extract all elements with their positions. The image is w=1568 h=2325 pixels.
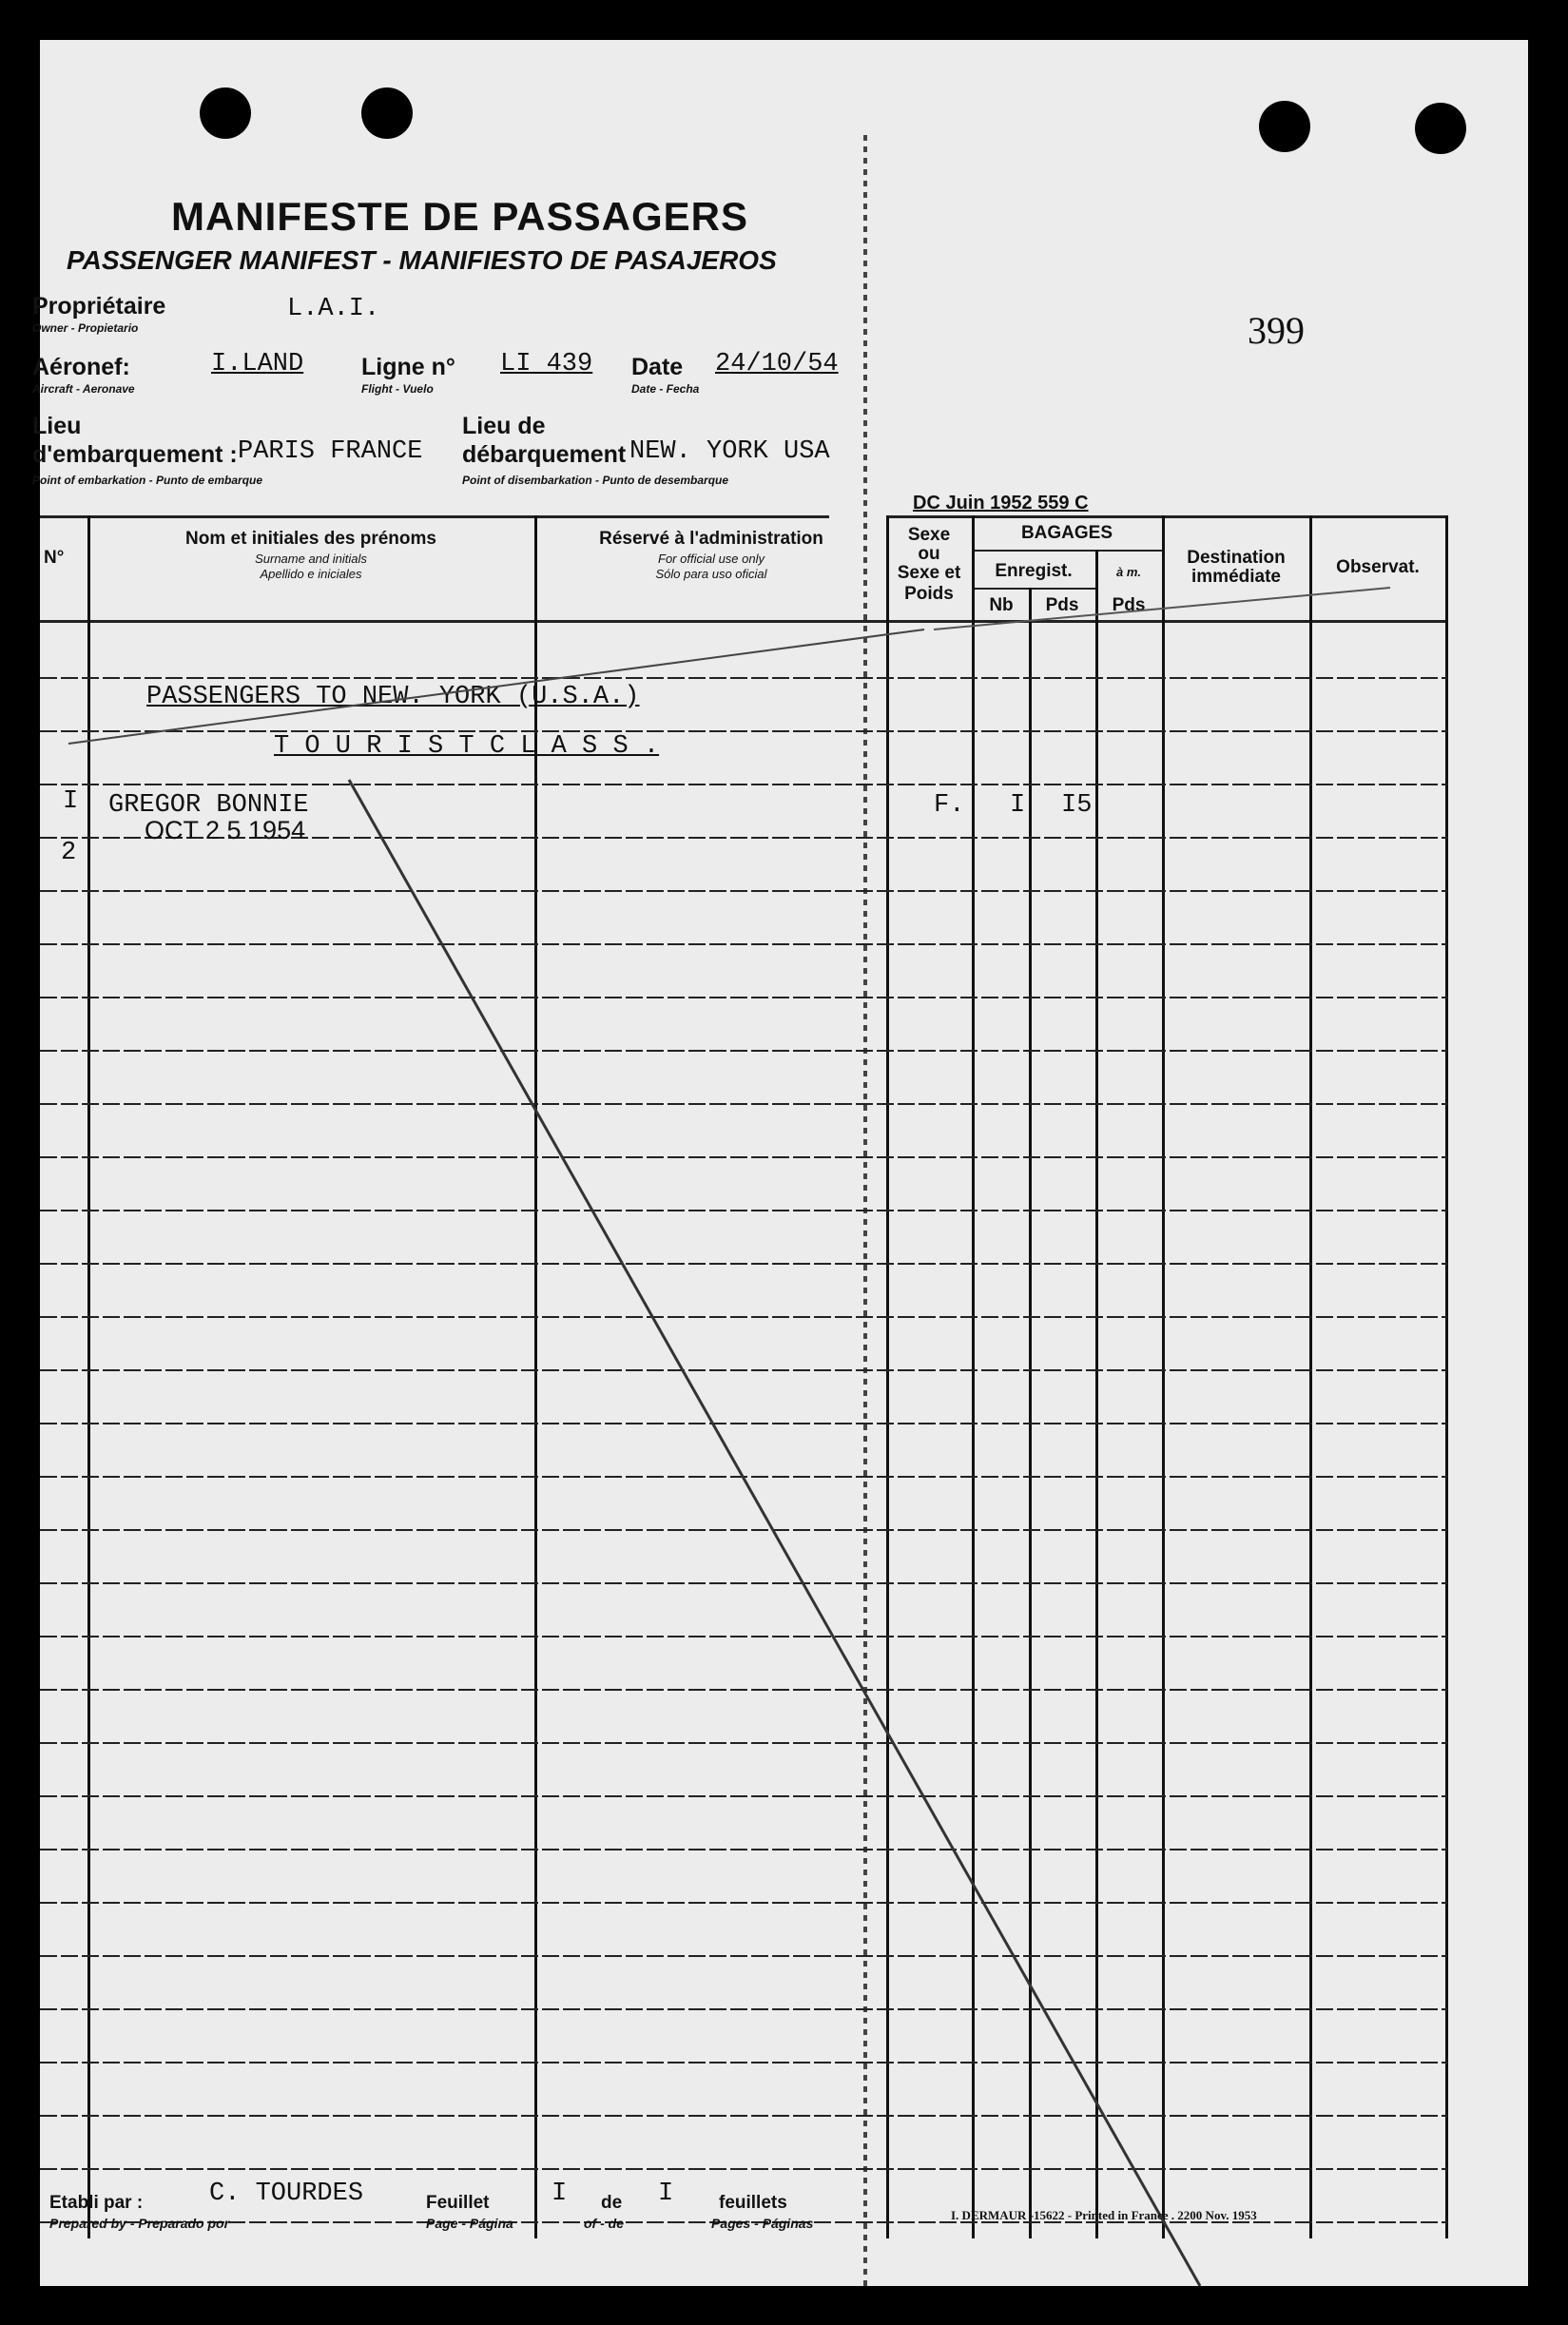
col-mains: à m. bbox=[1115, 565, 1141, 579]
form-code: DC Juin 1952 559 C bbox=[913, 493, 1089, 513]
aircraft-value: I.LAND bbox=[211, 350, 304, 378]
of-sub: of - de bbox=[584, 2216, 624, 2231]
col-nb: Nb bbox=[989, 595, 1014, 615]
embark-sub: Point of embarkation - Punto de embarque bbox=[32, 474, 263, 487]
col-admin-sub2: Sólo para uso oficial bbox=[655, 567, 767, 581]
destination-heading: PASSENGERS TO NEW. YORK (U.S.A.) bbox=[146, 683, 640, 711]
page-number: 399 bbox=[1248, 309, 1305, 352]
col-dest-2: immédiate bbox=[1191, 567, 1281, 587]
row-1-pds: I5 bbox=[1061, 791, 1093, 820]
col-name-sub2: Apellido e iniciales bbox=[260, 567, 362, 581]
row-2-no: 2 bbox=[61, 839, 77, 867]
col-name-header: Nom et initiales des prénoms bbox=[185, 529, 436, 549]
embark-label-1: Lieu bbox=[32, 413, 82, 439]
owner-sub: Owner - Propietario bbox=[32, 321, 139, 335]
aircraft-sub: Aircraft - Aeronave bbox=[32, 382, 135, 396]
date-label: Date bbox=[631, 354, 684, 380]
embark-value: PARIS FRANCE bbox=[238, 437, 423, 466]
disembark-sub: Point of disembarkation - Punto de desembarque bbox=[462, 474, 729, 487]
col-bagages: BAGAGES bbox=[1020, 523, 1113, 543]
prepared-sub: Prepared by - Preparado por bbox=[49, 2216, 230, 2231]
page-subtitle: PASSENGER MANIFEST - MANIFIESTO DE PASAJEROS bbox=[67, 245, 777, 275]
page-value: I bbox=[552, 2180, 568, 2208]
class-heading: T O U R I S T C L A S S . bbox=[274, 732, 660, 761]
row-1-no: I bbox=[63, 787, 79, 816]
disembark-label-1: Lieu de bbox=[462, 413, 546, 439]
flight-label: Ligne n° bbox=[361, 354, 455, 380]
cancellation-line bbox=[40, 40, 1528, 2286]
of-label: de bbox=[601, 2193, 623, 2213]
printer-credit: I. DERMAUR -15622 - Printed in France . 2200 Nov. 1953 bbox=[951, 2208, 1257, 2222]
row-1-nb: I bbox=[1010, 791, 1026, 820]
col-sex-4: Poids bbox=[904, 584, 954, 604]
disembark-value: NEW. YORK USA bbox=[629, 437, 830, 466]
prepared-label: Etabli par : bbox=[49, 2193, 144, 2213]
date-sub: Date - Fecha bbox=[631, 382, 700, 396]
page-sub: Page - Página bbox=[426, 2216, 513, 2231]
col-pds: Pds bbox=[1045, 595, 1079, 615]
of-value: I bbox=[658, 2180, 674, 2208]
col-sex-3: Sexe et bbox=[897, 563, 961, 583]
page-label: Feuillet bbox=[426, 2193, 490, 2213]
col-enregist: Enregist. bbox=[995, 561, 1073, 581]
col-sex-1: Sexe bbox=[907, 525, 951, 545]
pages-sub: Pages - Páginas bbox=[711, 2216, 814, 2231]
row-1-name: GREGOR BONNIE bbox=[108, 791, 309, 820]
col-name-sub1: Surname and initials bbox=[255, 552, 367, 566]
col-admin-header: Réservé à l'administration bbox=[599, 529, 823, 549]
page-title: MANIFESTE DE PASSAGERS bbox=[171, 194, 748, 239]
owner-value: L.A.I. bbox=[287, 295, 380, 323]
row-1-sex: F. bbox=[934, 791, 965, 820]
col-sex-2: ou bbox=[918, 544, 940, 564]
flight-value: LI 439 bbox=[500, 350, 593, 378]
col-admin-sub1: For official use only bbox=[658, 552, 765, 566]
aircraft-label: Aéronef: bbox=[32, 354, 130, 380]
embark-label-2: d'embarquement : bbox=[32, 441, 238, 468]
owner-label: Propriétaire bbox=[32, 293, 166, 320]
col-pds-2: Pds bbox=[1112, 595, 1146, 615]
prepared-value: C. TOURDES bbox=[209, 2180, 364, 2208]
col-obs: Observat. bbox=[1336, 557, 1420, 577]
col-no-header: N° bbox=[44, 548, 65, 568]
flight-sub: Flight - Vuelo bbox=[361, 382, 434, 396]
col-dest-1: Destination bbox=[1187, 548, 1286, 568]
date-stamp: OCT 2 5 1954 bbox=[145, 816, 306, 844]
date-value: 24/10/54 bbox=[715, 350, 839, 378]
manifest-page bbox=[32, 40, 1528, 2286]
pages-label: feuillets bbox=[719, 2193, 787, 2213]
disembark-label-2: débarquement bbox=[462, 441, 627, 468]
